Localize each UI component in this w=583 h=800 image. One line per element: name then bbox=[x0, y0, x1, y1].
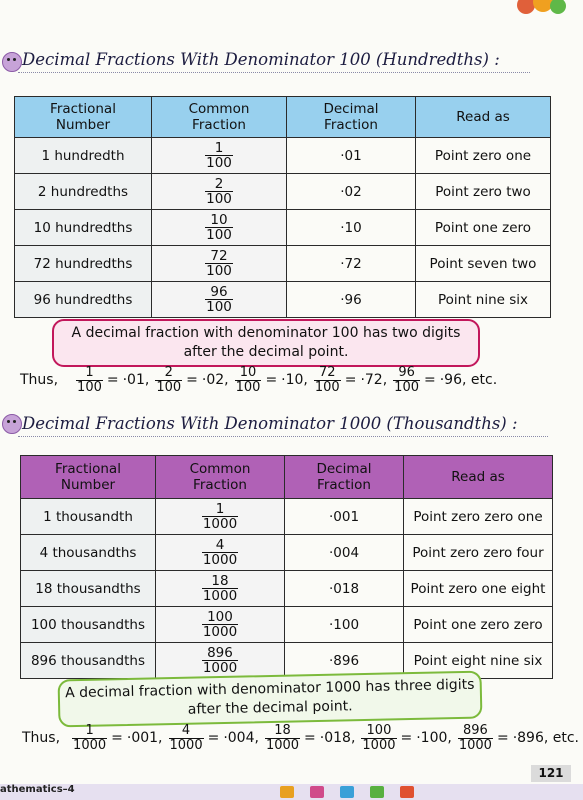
mascot-icon bbox=[0, 410, 22, 436]
decimal-value: ·100, bbox=[416, 730, 452, 747]
decimal-value: ·018, bbox=[319, 730, 356, 747]
decimal-fraction: ·001 bbox=[285, 499, 404, 535]
denominator: 1000 bbox=[169, 737, 203, 753]
fractional-number: 10 hundredths bbox=[15, 210, 152, 246]
numerator: 896 bbox=[462, 723, 488, 738]
numerator: 100 bbox=[207, 608, 233, 625]
examples-thousandths bbox=[22, 724, 583, 752]
header-decimal-fraction: Decimal Fraction bbox=[287, 97, 416, 138]
denominator: 100 bbox=[206, 227, 232, 243]
numerator: 96 bbox=[398, 365, 415, 380]
table-row bbox=[15, 138, 551, 174]
table-row bbox=[15, 246, 551, 282]
read-as: Point zero one eight bbox=[404, 571, 553, 607]
hundredths-table bbox=[14, 96, 551, 318]
page-number: 121 bbox=[531, 765, 571, 782]
table-row bbox=[15, 174, 551, 210]
numerator: 18 bbox=[274, 723, 291, 738]
numerator: 18 bbox=[211, 572, 229, 589]
example-item: $\frac{4}{1000}$ = ·004, bbox=[169, 723, 259, 753]
denominator: 1000 bbox=[202, 624, 238, 640]
denominator: 100 bbox=[77, 379, 102, 395]
numerator: 2 bbox=[214, 175, 224, 192]
denominator: 1000 bbox=[202, 516, 238, 532]
read-as: Point seven two bbox=[416, 246, 551, 282]
common-fraction bbox=[156, 643, 285, 679]
fractional-number: 96 hundredths bbox=[15, 282, 152, 318]
decorative-blocks-icon bbox=[280, 786, 414, 798]
table-row bbox=[21, 571, 553, 607]
note-line: after the decimal point. bbox=[187, 698, 353, 718]
example-item: $\frac{96}{100}$ = ·96, etc. bbox=[394, 365, 498, 395]
header-fractional-number: Fractional Number bbox=[21, 456, 156, 499]
read-as: Point one zero bbox=[416, 210, 551, 246]
denominator: 1000 bbox=[202, 552, 238, 568]
decimal-fraction: ·72 bbox=[287, 246, 416, 282]
book-title: athematics–4 bbox=[0, 784, 75, 795]
table-row bbox=[21, 607, 553, 643]
numerator: 1 bbox=[215, 500, 225, 517]
common-fraction bbox=[152, 246, 287, 282]
example-item: $\frac{100}{1000}$ = ·100, bbox=[362, 723, 452, 753]
denominator: 1000 bbox=[73, 737, 107, 753]
common-fraction bbox=[156, 499, 285, 535]
decimal-fraction: ·10 bbox=[287, 210, 416, 246]
common-fraction bbox=[152, 210, 287, 246]
denominator: 100 bbox=[235, 379, 261, 395]
header-read-as: Read as bbox=[404, 456, 553, 499]
denominator: 100 bbox=[314, 379, 340, 395]
numerator: 72 bbox=[319, 365, 336, 380]
denominator: 100 bbox=[206, 155, 232, 171]
decimal-fraction: ·96 bbox=[287, 282, 416, 318]
read-as: Point nine six bbox=[416, 282, 551, 318]
numerator: 96 bbox=[210, 283, 228, 300]
examples-hundredths bbox=[20, 366, 503, 394]
read-as: Point zero zero one bbox=[404, 499, 553, 535]
decimal-value: ·004, bbox=[223, 730, 259, 747]
table-row bbox=[21, 535, 553, 571]
section-heading-thousandths: Decimal Fractions With Denominator 1000 (Thousandths) : bbox=[22, 414, 518, 433]
common-fraction bbox=[152, 138, 287, 174]
fractional-number: 1 thousandth bbox=[21, 499, 156, 535]
example-item: $\frac{10}{100}$ = ·10, bbox=[235, 365, 308, 395]
example-item: $\frac{1}{1000}$ = ·001, bbox=[73, 723, 163, 753]
read-as: Point zero zero four bbox=[404, 535, 553, 571]
example-item: $\frac{72}{100}$ = ·72, bbox=[314, 365, 388, 395]
thousandths-table bbox=[20, 455, 553, 679]
decimal-fraction: ·02 bbox=[287, 174, 416, 210]
note-line: A decimal fraction with denominator 100 has two digits bbox=[71, 325, 461, 341]
thus-label: Thus, bbox=[22, 730, 61, 747]
numerator: 2 bbox=[164, 365, 173, 380]
numerator: 896 bbox=[207, 644, 233, 661]
common-fraction bbox=[156, 535, 285, 571]
fractional-number: 4 thousandths bbox=[21, 535, 156, 571]
decimal-value: ·896, etc. bbox=[512, 730, 580, 747]
fractional-number: 896 thousandths bbox=[21, 643, 156, 679]
example-item: $\frac{2}{100}$ = ·02, bbox=[156, 365, 229, 395]
header-common-fraction: Common Fraction bbox=[156, 456, 285, 499]
read-as: Point zero one bbox=[416, 138, 551, 174]
decimal-value: ·01, bbox=[122, 372, 150, 389]
header-read-as: Read as bbox=[416, 97, 551, 138]
fractional-number: 100 thousandths bbox=[21, 607, 156, 643]
denominator: 100 bbox=[206, 263, 232, 279]
decimal-value: ·001, bbox=[126, 730, 163, 747]
numerator: 72 bbox=[210, 247, 228, 264]
fractional-number: 18 thousandths bbox=[21, 571, 156, 607]
decimal-fraction: ·100 bbox=[285, 607, 404, 643]
common-fraction bbox=[152, 282, 287, 318]
read-as: Point eight nine six bbox=[404, 643, 553, 679]
common-fraction bbox=[152, 174, 287, 210]
section-heading-hundredths: Decimal Fractions With Denominator 100 (Hundredths) : bbox=[22, 50, 500, 69]
decimal-value: ·10, bbox=[281, 372, 308, 389]
decimal-fraction: ·018 bbox=[285, 571, 404, 607]
header-fractional-number: Fractional Number bbox=[15, 97, 152, 138]
header-decimal-fraction: Decimal Fraction bbox=[285, 456, 404, 499]
denominator: 100 bbox=[206, 299, 232, 315]
thus-label: Thus, bbox=[20, 372, 59, 389]
table-row bbox=[15, 210, 551, 246]
numerator: 1 bbox=[214, 139, 224, 156]
rule-note-thousandths bbox=[58, 671, 483, 728]
common-fraction bbox=[156, 571, 285, 607]
numerator: 100 bbox=[366, 723, 392, 738]
denominator: 1000 bbox=[458, 737, 492, 753]
header-common-fraction: Common Fraction bbox=[152, 97, 287, 138]
read-as: Point zero two bbox=[416, 174, 551, 210]
fractional-number: 1 hundredth bbox=[15, 138, 152, 174]
numerator: 1 bbox=[85, 723, 94, 738]
denominator: 100 bbox=[206, 191, 232, 207]
denominator: 1000 bbox=[202, 588, 238, 604]
decimal-value: ·02, bbox=[201, 372, 229, 389]
denominator: 1000 bbox=[265, 737, 300, 753]
decimal-fraction: ·004 bbox=[285, 535, 404, 571]
example-item: $\frac{18}{1000}$ = ·018, bbox=[265, 723, 356, 753]
numerator: 10 bbox=[239, 365, 257, 380]
denominator: 100 bbox=[156, 379, 182, 395]
example-item: $\frac{896}{1000}$ = ·896, etc. bbox=[458, 723, 580, 753]
common-fraction bbox=[156, 607, 285, 643]
decimal-value: ·72, bbox=[360, 372, 388, 389]
table-header-row bbox=[21, 456, 553, 499]
example-item: $\frac{1}{100}$ = ·01, bbox=[77, 365, 150, 395]
decimal-value: ·96, etc. bbox=[439, 372, 498, 389]
note-line: A decimal fraction with denominator 1000 has three digits bbox=[64, 676, 475, 702]
table-row bbox=[15, 282, 551, 318]
table-row bbox=[21, 499, 553, 535]
note-line: after the decimal point. bbox=[183, 344, 349, 360]
decorative-balls-icon bbox=[517, 0, 569, 18]
fractional-number: 72 hundredths bbox=[15, 246, 152, 282]
rule-note-hundredths bbox=[52, 319, 480, 367]
denominator: 100 bbox=[394, 379, 419, 395]
numerator: 4 bbox=[215, 536, 225, 553]
table-header-row bbox=[15, 97, 551, 138]
numerator: 1 bbox=[85, 365, 94, 380]
numerator: 4 bbox=[181, 723, 191, 738]
denominator: 1000 bbox=[202, 660, 238, 676]
numerator: 10 bbox=[210, 211, 228, 228]
decimal-fraction: ·01 bbox=[287, 138, 416, 174]
decimal-fraction: ·896 bbox=[285, 643, 404, 679]
fractional-number: 2 hundredths bbox=[15, 174, 152, 210]
denominator: 1000 bbox=[362, 737, 396, 753]
read-as: Point one zero zero bbox=[404, 607, 553, 643]
